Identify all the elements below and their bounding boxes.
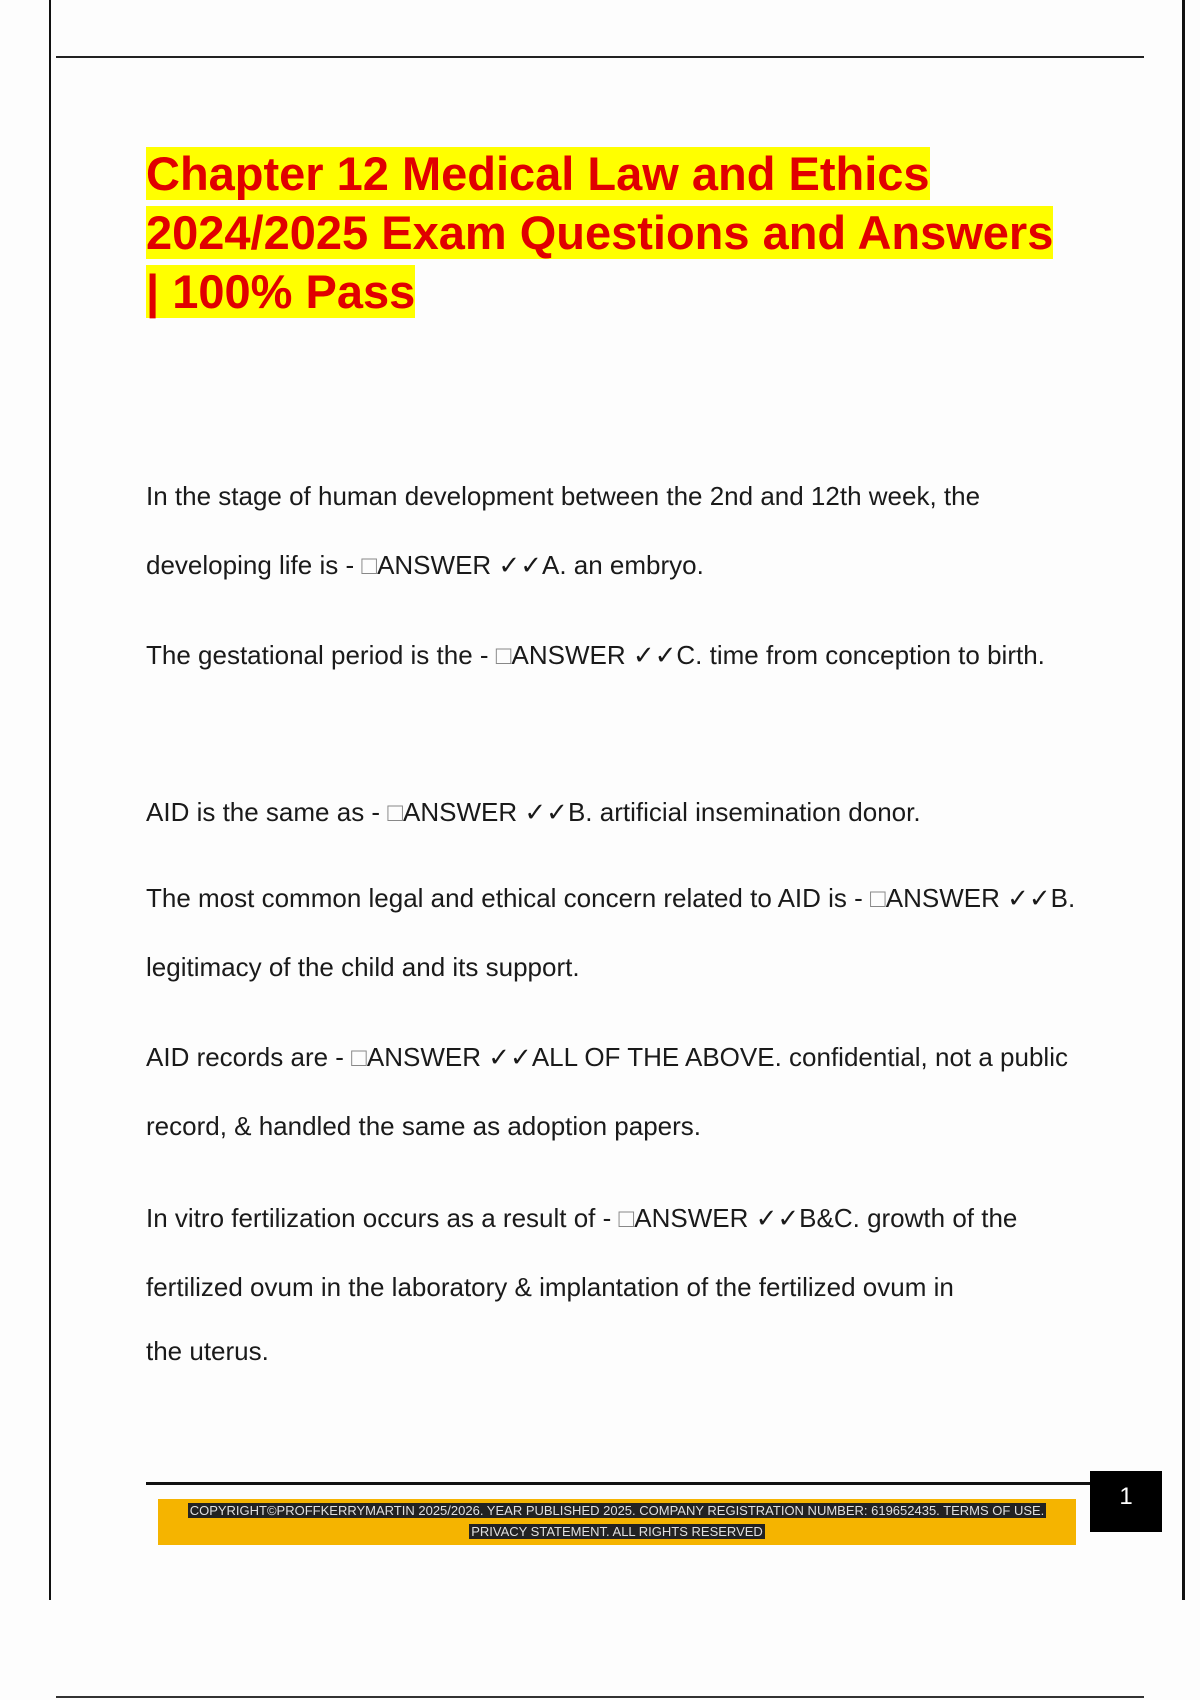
qa-item-2 <box>146 621 1086 690</box>
answer-text: B&C. growth of the fertilized ovum in the laboratory & implantation of the fertilized ovum in <box>146 1203 1018 1302</box>
header-rule <box>56 56 1144 58</box>
answer-prefix: ANSWER ✓✓ <box>885 883 1051 913</box>
copyright-footer <box>158 1499 1076 1545</box>
page-number: 1 <box>1090 1471 1162 1532</box>
footer-rule <box>146 1482 1090 1485</box>
question-text: In vitro fertilization occurs as a result of - <box>146 1203 619 1233</box>
answer-text: A. an embryo. <box>541 550 704 580</box>
checkbox-glyph-icon: □ <box>387 797 404 827</box>
checkbox-glyph-icon: □ <box>618 1203 635 1233</box>
qa-item-1 <box>146 462 1086 600</box>
qa-item-6 <box>146 1184 1086 1386</box>
page-frame-left <box>49 0 51 1600</box>
qa-item-3 <box>146 778 1086 847</box>
answer-prefix: ANSWER ✓✓ <box>634 1203 800 1233</box>
question-text: AID records are - <box>146 1042 352 1072</box>
question-text: In the stage of human development between the 2nd and 12th week, the developing life is - <box>146 481 981 580</box>
answer-text: ALL OF THE ABOVE. confidential, not a public record, & handled the same as adoption papers. <box>146 1042 1068 1141</box>
question-text: The most common legal and ethical concern related to AID is - <box>146 883 871 913</box>
question-text: AID is the same as - <box>146 797 388 827</box>
qa-item-4 <box>146 864 1086 1002</box>
checkbox-glyph-icon: □ <box>351 1042 367 1072</box>
title-line-2: 2024/2025 Exam Questions and Answers <box>146 206 1054 259</box>
answer-text: B. artificial insemination donor. <box>567 797 921 827</box>
answer-text: C. time from conception to birth. <box>676 640 1045 670</box>
checkbox-glyph-icon: □ <box>361 550 378 580</box>
answer-prefix: ANSWER ✓✓ <box>403 797 568 827</box>
question-text: The gestational period is the - <box>146 640 496 670</box>
answer-text-continued: the uterus. <box>146 1336 269 1366</box>
title-line-1: Chapter 12 Medical Law and Ethics <box>146 147 930 200</box>
answer-prefix: ANSWER ✓✓ <box>511 640 677 670</box>
copyright-line-1: COPYRIGHT©PROFFKERRYMARTIN 2025/2026. YEAR PUBLISHED 2025. COMPANY REGISTRATION NUMBER: 619652435. TERMS OF USE. <box>189 1503 1045 1518</box>
next-page-rule <box>56 1696 1144 1698</box>
page-frame-right <box>1182 0 1185 1600</box>
qa-item-5 <box>146 1023 1086 1161</box>
answer-text: B. legitimacy of the child and its support. <box>146 883 1076 982</box>
answer-prefix: ANSWER ✓✓ <box>366 1042 532 1072</box>
copyright-line-2: PRIVACY STATEMENT. ALL RIGHTS RESERVED <box>471 1524 763 1539</box>
checkbox-glyph-icon: □ <box>870 883 886 913</box>
title-line-3: | 100% Pass <box>146 265 416 318</box>
checkbox-glyph-icon: □ <box>495 640 512 670</box>
answer-prefix: ANSWER ✓✓ <box>377 550 542 580</box>
document-title <box>146 144 1086 321</box>
